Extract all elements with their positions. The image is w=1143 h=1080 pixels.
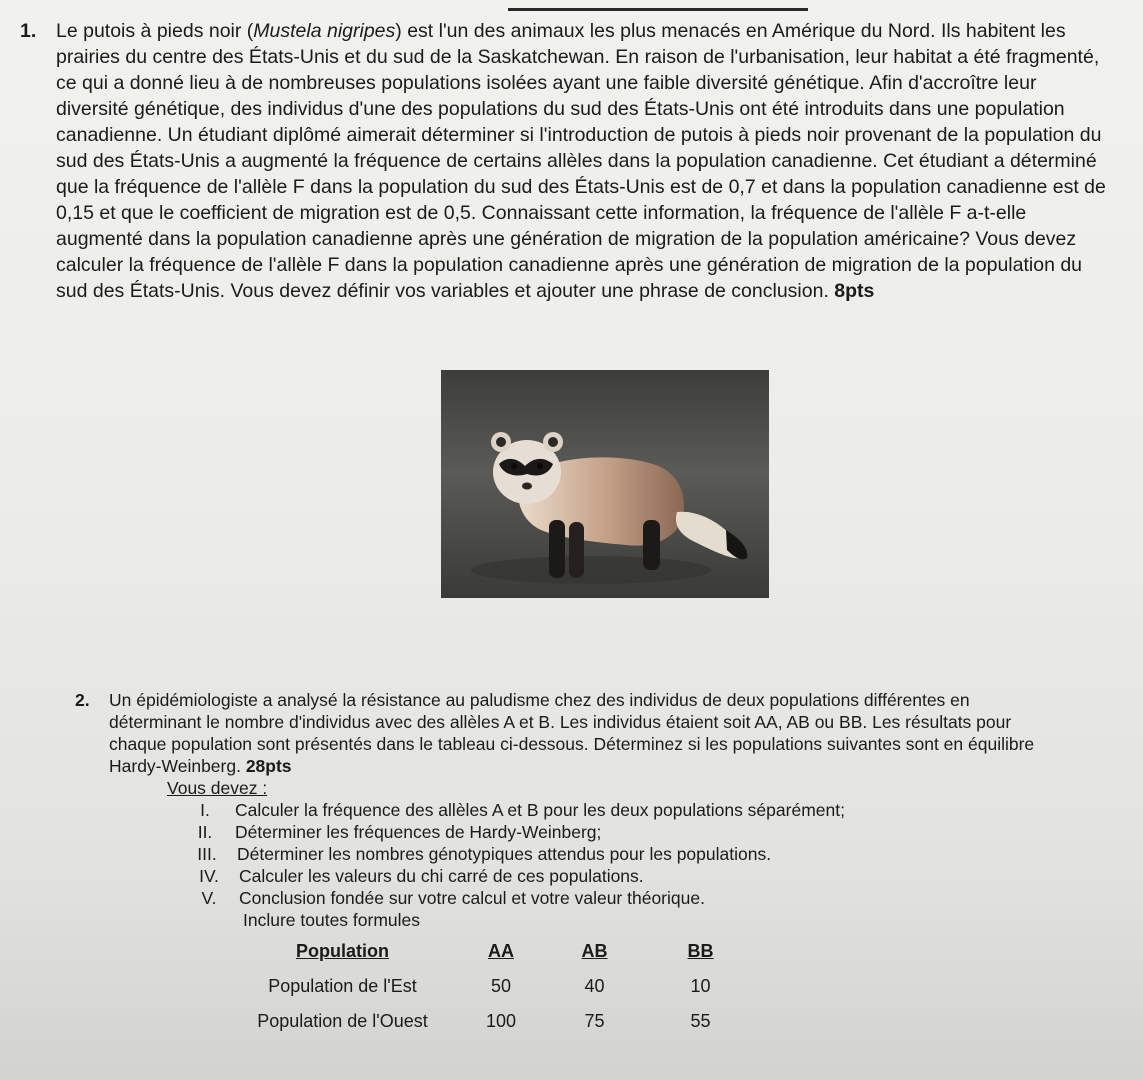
task-numeral: V.	[201, 888, 217, 908]
task-text: Calculer les valeurs du chi carré de ces populations.	[239, 866, 644, 886]
task-numeral: II.	[197, 822, 213, 842]
question-1-intro: Le putois à pieds noir (	[56, 20, 254, 42]
table-row	[220, 1004, 749, 1039]
task-text: Déterminer les fréquences de Hardy-Weinberg;	[235, 822, 602, 842]
genotype-table	[220, 934, 749, 1039]
question-2-points: 28pts	[245, 756, 292, 776]
question-2-body: Un épidémiologiste a analysé la résistance au paludisme chez des individus de deux populations différentes en déterminant le nombre d'individus avec des allèles A et B. Les individus étaient soit AA, AB ou BB. Les résultats pour chaque population sont présentés dans le tableau ci-dessous. Déterminez si les populations suivantes sont en équilibre Hardy-Weinberg.	[109, 690, 1035, 776]
task-list	[75, 799, 1065, 909]
species-name: Mustela nigripes	[253, 20, 396, 42]
task-item	[179, 887, 1065, 909]
count-ab: 75	[584, 1011, 605, 1031]
count-aa: 100	[485, 1011, 517, 1031]
header-population: Population	[296, 941, 389, 961]
header-ab: AB	[581, 941, 608, 961]
question-1-text	[56, 18, 1110, 304]
task-numeral: III.	[197, 844, 217, 864]
task-item	[177, 843, 1065, 865]
count-bb: 10	[690, 976, 711, 996]
top-divider	[508, 8, 808, 11]
task-item	[175, 799, 1065, 821]
task-numeral: I.	[200, 800, 210, 820]
task-text: Déterminer les nombres génotypiques attendus pour les populations.	[237, 844, 772, 864]
count-aa: 50	[490, 976, 512, 996]
table-header-row	[220, 934, 749, 969]
header-bb: BB	[687, 941, 714, 961]
task-text: Conclusion fondée sur votre calcul et votre valeur théorique.	[239, 888, 705, 908]
task-numeral: IV.	[199, 866, 219, 886]
question-2-number: 2.	[75, 690, 90, 710]
header-aa: AA	[488, 941, 514, 961]
question-1-points: 8pts	[834, 280, 875, 302]
question-2	[75, 689, 1065, 931]
task-item	[175, 821, 1065, 843]
include-note: Inclure toutes formules	[243, 910, 421, 930]
task-item	[179, 865, 1065, 887]
count-ab: 40	[584, 976, 605, 996]
count-bb: 55	[690, 1011, 711, 1031]
ferret-photo	[441, 370, 769, 598]
population-name: Population de l'Ouest	[257, 1011, 428, 1031]
question-1-body: ) est l'un des animaux les plus menacés en Amérique du Nord. Ils habitent les prairies du centre des États-Unis et du sud de la Saskatchewan. En raison de l'urbanisation, leur habitat a été fragmenté, ce qui a donné lieu à de nombreuses populations isolées ayant une faible diversité génétique. Afin d'accroître leur diversité génétique, des individus d'une des populations du sud des États-Unis ont été introduits dans une population canadienne. Un étudiant diplômé aimerait déterminer si l'introduction de putois à pieds noir provenant de la population du sud des États-Unis a augmenté la fréquence de certains allèles dans la population canadienne. Cet étudiant a déterminé que la fréquence de l'allèle F dans la population du sud des États-Unis est de 0,7 et dans la population canadienne est de 0,15 et que le coefficient de migration est de 0,5. Connaissant cette information, la fréquence de l'allèle F a-t-elle augmenté dans la population canadienne après une génération de migration de la population américaine? Vous devez calculer la fréquence de l'allèle F dans la population canadienne après une génération de migration de la population du sud des États-Unis. Vous devez définir vos variables et ajouter une phrase de conclusion.	[56, 20, 1106, 302]
task-text: Calculer la fréquence des allèles A et B pour les deux populations séparément;	[235, 800, 845, 820]
population-name: Population de l'Est	[268, 976, 417, 996]
question-1-number: 1.	[20, 20, 37, 42]
question-2-text	[109, 689, 1065, 777]
table-row	[220, 969, 749, 1004]
tasks-heading: Vous devez :	[167, 778, 268, 798]
question-1	[20, 18, 1110, 304]
